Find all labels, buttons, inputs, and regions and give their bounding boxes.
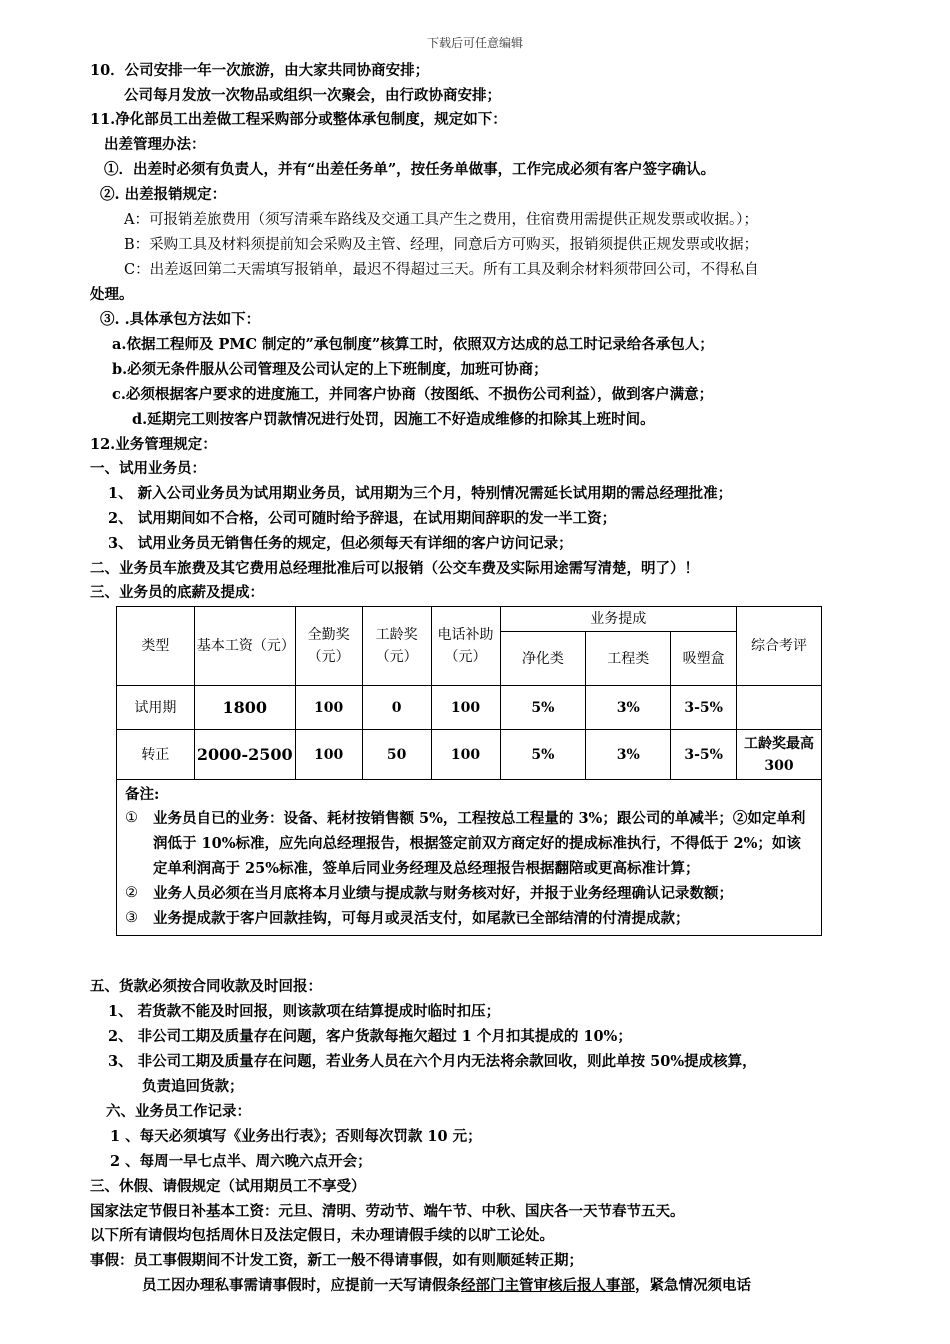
- header-type: 类型: [117, 607, 195, 686]
- cell-phone: 100: [431, 686, 500, 730]
- probation-rule-2: 2、 试用期间如不合格，公司可随时给予辞退，在试用期间辞职的发一半工资；: [108, 510, 617, 527]
- page-header: 下载后可任意编辑: [426, 36, 523, 50]
- cell-engineering: 3%: [586, 730, 671, 780]
- salary-table: [116, 606, 822, 936]
- clause-12-title: 12.业务管理规定：: [90, 436, 217, 453]
- travel-rule-1: ①．出差时必须有负责人，并有“出差任务单”，按任务单做事，工作完成必须有客户签字确认。: [104, 161, 716, 178]
- header-purification: 净化类: [500, 632, 586, 686]
- cell-phone: 100: [431, 730, 500, 780]
- cell-seniority: 50: [362, 730, 431, 780]
- payment-rule-3-cont: 负责追回货款；: [142, 1078, 244, 1095]
- table-row: [117, 730, 822, 780]
- reimburse-rule-a: A：可报销差旅费用（须写清乘车路线及交通工具产生之费用，住宿费用需提供正规发票或收据。）；: [124, 212, 758, 228]
- notes-title: 备注:: [125, 786, 160, 803]
- cell-base: 1800: [194, 686, 295, 730]
- cell-purification: 5%: [500, 730, 586, 780]
- note-marker: ③: [125, 910, 138, 926]
- section-salary: 三、业务员的底薪及提成：: [90, 584, 264, 601]
- cell-blister: 3-5%: [671, 686, 737, 730]
- section-expenses: 二、业务员车旅费及其它费用总经理批准后可以报销（公交车费及实际用途需写清楚，明了）！: [90, 560, 699, 577]
- header-base-salary: 基本工资（元）: [194, 607, 295, 686]
- work-record-1: 1 、每天必须填写《业务出行表》；否则每次罚款 10 元；: [110, 1128, 482, 1145]
- cell-blister: 3-5%: [671, 730, 737, 780]
- clause-10: 10．公司安排一年一次旅游，由大家共同协商安排；: [90, 62, 430, 79]
- personal-leave-procedure: [142, 1276, 751, 1296]
- contract-rule-c: c.必须根据客户要求的进度施工，并同客户协商（按图纸、不损伤公司利益），做到客户满意；: [112, 386, 714, 403]
- table-notes: [117, 780, 822, 936]
- section-probation: 一、试用业务员：: [90, 460, 206, 477]
- header-phone: 电话补助（元）: [431, 607, 500, 686]
- header-attendance: 全勤奖（元）: [295, 607, 362, 686]
- travel-rule-2: ②. 出差报销规定：: [100, 186, 227, 203]
- cell-seniority: 0: [362, 686, 431, 730]
- payment-rule-2: 2、 非公司工期及质量存在问题，客户货款每拖欠超过 1 个月扣其提成的 10%；: [108, 1028, 632, 1045]
- contract-rule-b: b.必须无条件服从公司管理及公司认定的上下班制度，加班可协商；: [112, 361, 548, 378]
- travel-management-heading: 出差管理办法：: [104, 136, 206, 153]
- reimburse-rule-c-cont: 处理。: [90, 286, 134, 303]
- cell-evaluation: 工龄奖最高 300: [737, 730, 822, 780]
- note-text: 业务员自已的业务：设备、耗材按销售额 5%，工程按总工程量的 3%；跟公司的单减半；②如定单利润低于 10%标准，应先向总经理报告，根据签定前双方商定好的提成标准执行，不得低于 2%；如该定单利润高于 25%标准，签单后同业务经理及总经理报告根据翻陪或更高标准计算；: [153, 810, 806, 877]
- header-engineering: 工程类: [586, 632, 671, 686]
- header-evaluation: 综合考评: [737, 607, 822, 686]
- section-leave: 三、休假、请假规定（试用期员工不享受）: [90, 1178, 366, 1195]
- note-text: 业务人员必须在当月底将本月业绩与提成款与财务核对好，并报于业务经理确认记录数额；: [153, 885, 733, 902]
- contract-rule-a: a.依据工程师及 PMC 制定的”承包制度”核算工时，依照双方达成的总工时记录给各承包人；: [112, 336, 714, 353]
- note-text: 业务提成款于客户回款挂钩，可每月或灵活支付，如尾款已全部结清的付清提成款；: [153, 910, 690, 927]
- note-marker: ①: [125, 810, 138, 826]
- cell-purification: 5%: [500, 686, 586, 730]
- cell-engineering: 3%: [586, 686, 671, 730]
- probation-rule-3: 3、 试用业务员无销售任务的规定，但必须每天有详细的客户访问记录；: [108, 535, 573, 552]
- note-item: [125, 881, 813, 906]
- cell-attendance: 100: [295, 730, 362, 780]
- note-marker: ②: [125, 885, 138, 901]
- work-record-2: 2 、每周一早七点半、周六晚六点开会；: [110, 1153, 372, 1170]
- note-item: [125, 806, 813, 881]
- note-item: [125, 906, 813, 931]
- header-seniority: 工龄奖（元）: [362, 607, 431, 686]
- payment-rule-3: 3、 非公司工期及质量存在问题，若业务人员在六个月内无法将余款回收，则此单按 50%提成核算，: [108, 1053, 757, 1070]
- section-payment: 五、货款必须按合同收款及时回报：: [90, 978, 322, 995]
- probation-rule-1: 1、 新入公司业务员为试用期业务员，试用期为三个月，特别情况需延长试用期的需总经理批准；: [108, 485, 733, 502]
- contract-rule-d: d.延期完工则按客户罚款情况进行处罚，因施工不好造成维修的扣除其上班时间。: [132, 411, 655, 428]
- cell-base: 2000-2500: [194, 730, 295, 780]
- clause-10-sub: 公司每月发放一次物品或组织一次聚会，由行政协商安排；: [124, 87, 501, 104]
- cell-type: 试用期: [117, 686, 195, 730]
- reimburse-rule-c: C：出差返回第二天需填写报销单，最迟不得超过三天。所有工具及剩余材料须带回公司，不得私自: [124, 262, 759, 278]
- leave-holidays: 国家法定节假日补基本工资：元旦、清明、劳动节、端午节、中秋、国庆各一天节春节五天。: [90, 1203, 685, 1220]
- header-commission: 业务提成: [500, 607, 737, 632]
- section-work-record: 六、业务员工作记录：: [106, 1103, 251, 1120]
- payment-rule-1: 1、 若货款不能及时回报，则该款项在结算提成时临时扣压；: [108, 1003, 501, 1020]
- clause-11-title: 11.净化部员工出差做工程采购部分或整体承包制度，规定如下：: [90, 111, 507, 128]
- reimburse-rule-b: B：采购工具及材料须提前知会采购及主管、经理，同意后方可购买，报销须提供正规发票或收据；: [124, 237, 759, 253]
- contract-method-heading: ③. .具体承包方法如下：: [100, 311, 261, 328]
- table-row: [117, 686, 822, 730]
- header-blister: 吸塑盒: [671, 632, 737, 686]
- personal-leave: 事假：员工事假期间不计发工资，新工一般不得请事假，如有则顺延转正期；: [90, 1252, 583, 1269]
- cell-type: 转正: [117, 730, 195, 780]
- cell-evaluation: [737, 686, 822, 730]
- procedure-approval-text: 经部门主管审核后报人事部: [461, 1277, 635, 1294]
- cell-attendance: 100: [295, 686, 362, 730]
- leave-note: 以下所有请假均包括周休日及法定假日，未办理请假手续的以旷工论处。: [90, 1227, 554, 1244]
- procedure-text: 员工因办理私事需请事假时，应提前一天写请假条: [142, 1277, 461, 1294]
- procedure-text-end: ，紧急情况须电话: [635, 1277, 751, 1294]
